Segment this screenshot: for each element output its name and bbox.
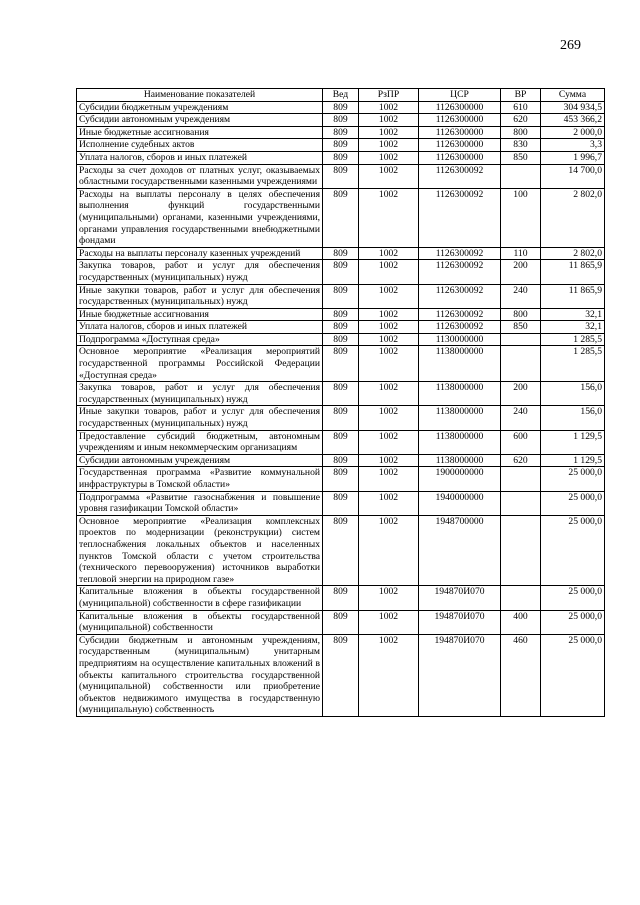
cell-vr: 800	[501, 308, 541, 321]
cell-name: Иные бюджетные ассигнования	[77, 308, 323, 321]
cell-vr	[501, 586, 541, 610]
cell-sum: 25 000,0	[541, 634, 605, 716]
cell-name: Расходы на выплаты персоналу в целях обеспечения выполнения функций государственными (муниципальными) органами, казенными учреждениями, органами управления государственными внебюджетными фондами	[77, 188, 323, 247]
cell-name: Уплата налогов, сборов и иных платежей	[77, 321, 323, 334]
cell-rzpr: 1002	[359, 139, 419, 152]
cell-ved: 809	[323, 284, 359, 308]
cell-csr: 1948700000	[419, 515, 501, 586]
cell-sum: 2 802,0	[541, 247, 605, 260]
cell-rzpr: 1002	[359, 247, 419, 260]
cell-name: Подпрограмма «Доступная среда»	[77, 333, 323, 346]
cell-name: Закупка товаров, работ и услуг для обеспечения государственных (муниципальных) нужд	[77, 382, 323, 406]
cell-ved: 809	[323, 610, 359, 634]
header-ved: Вед	[323, 89, 359, 102]
cell-ved: 809	[323, 139, 359, 152]
cell-name: Субсидии бюджетным учреждениям	[77, 101, 323, 114]
cell-csr: 1138000000	[419, 346, 501, 382]
table-row	[77, 430, 605, 454]
table-row	[77, 260, 605, 284]
cell-name: Субсидии автономным учреждениям	[77, 114, 323, 127]
cell-rzpr: 1002	[359, 151, 419, 164]
table-row	[77, 586, 605, 610]
table-row	[77, 610, 605, 634]
cell-sum: 1 129,5	[541, 430, 605, 454]
cell-vr: 240	[501, 284, 541, 308]
cell-csr: 1138000000	[419, 454, 501, 467]
cell-name: Основное мероприятие «Реализация комплексных проектов по модернизации (реконструкции) систем теплоснабжения локальных объектов и населенных пунктов Томской области с учетом строительства (технического перевооружения) источников выработки тепловой энергии на природном газе»	[77, 515, 323, 586]
cell-vr: 200	[501, 382, 541, 406]
cell-vr: 100	[501, 188, 541, 247]
table-row	[77, 515, 605, 586]
cell-name: Уплата налогов, сборов и иных платежей	[77, 151, 323, 164]
cell-vr	[501, 515, 541, 586]
cell-rzpr: 1002	[359, 126, 419, 139]
cell-rzpr: 1002	[359, 346, 419, 382]
cell-csr: 1940000000	[419, 491, 501, 515]
cell-name: Иные закупки товаров, работ и услуг для обеспечения государственных (муниципальных) нужд	[77, 406, 323, 430]
cell-ved: 809	[323, 491, 359, 515]
cell-csr: 1126300092	[419, 247, 501, 260]
cell-csr: 1138000000	[419, 382, 501, 406]
cell-sum: 1 129,5	[541, 454, 605, 467]
cell-csr: 1126300092	[419, 284, 501, 308]
table-row	[77, 346, 605, 382]
cell-name: Капитальные вложения в объекты государственной (муниципальной) собственности в сфере газификации	[77, 586, 323, 610]
budget-table	[76, 88, 605, 717]
cell-sum: 14 700,0	[541, 164, 605, 188]
cell-vr: 620	[501, 454, 541, 467]
cell-csr: 1130000000	[419, 333, 501, 346]
cell-csr: 1126300092	[419, 308, 501, 321]
table-header-row	[77, 89, 605, 102]
header-name: Наименование показателей	[77, 89, 323, 102]
cell-sum: 156,0	[541, 406, 605, 430]
cell-rzpr: 1002	[359, 515, 419, 586]
table-row	[77, 101, 605, 114]
table-row	[77, 634, 605, 716]
cell-name: Субсидии автономным учреждениям	[77, 454, 323, 467]
cell-rzpr: 1002	[359, 382, 419, 406]
cell-vr: 800	[501, 126, 541, 139]
cell-ved: 809	[323, 515, 359, 586]
cell-vr	[501, 491, 541, 515]
cell-name: Иные бюджетные ассигнования	[77, 126, 323, 139]
cell-rzpr: 1002	[359, 101, 419, 114]
cell-vr: 200	[501, 260, 541, 284]
cell-rzpr: 1002	[359, 164, 419, 188]
cell-ved: 809	[323, 634, 359, 716]
cell-rzpr: 1002	[359, 430, 419, 454]
cell-sum: 453 366,2	[541, 114, 605, 127]
cell-rzpr: 1002	[359, 610, 419, 634]
cell-ved: 809	[323, 126, 359, 139]
cell-ved: 809	[323, 467, 359, 491]
cell-csr: 1126300092	[419, 260, 501, 284]
page-number: 269	[560, 38, 581, 53]
cell-vr: 620	[501, 114, 541, 127]
header-rzpr: РзПР	[359, 89, 419, 102]
cell-ved: 809	[323, 308, 359, 321]
cell-csr: 1138000000	[419, 406, 501, 430]
header-csr: ЦСР	[419, 89, 501, 102]
table-row	[77, 308, 605, 321]
cell-vr	[501, 333, 541, 346]
cell-sum: 32,1	[541, 308, 605, 321]
table-row	[77, 321, 605, 334]
cell-rzpr: 1002	[359, 188, 419, 247]
cell-rzpr: 1002	[359, 321, 419, 334]
cell-csr: 1126300000	[419, 126, 501, 139]
table-row	[77, 151, 605, 164]
header-vr: ВР	[501, 89, 541, 102]
cell-sum: 25 000,0	[541, 586, 605, 610]
cell-vr: 240	[501, 406, 541, 430]
cell-sum: 11 865,9	[541, 260, 605, 284]
cell-sum: 2 000,0	[541, 126, 605, 139]
table-row	[77, 491, 605, 515]
cell-rzpr: 1002	[359, 284, 419, 308]
table-row	[77, 164, 605, 188]
cell-name: Исполнение судебных актов	[77, 139, 323, 152]
cell-rzpr: 1002	[359, 333, 419, 346]
cell-ved: 809	[323, 188, 359, 247]
cell-name: Государственная программа «Развитие коммунальной инфраструктуры в Томской области»	[77, 467, 323, 491]
cell-rzpr: 1002	[359, 406, 419, 430]
table-row	[77, 284, 605, 308]
cell-name: Подпрограмма «Развитие газоснабжения и повышение уровня газификации Томской области»	[77, 491, 323, 515]
cell-csr: 1126300000	[419, 114, 501, 127]
cell-name: Капитальные вложения в объекты государственной (муниципальной) собственности	[77, 610, 323, 634]
cell-csr: 1126300092	[419, 321, 501, 334]
table-row	[77, 114, 605, 127]
cell-sum: 2 802,0	[541, 188, 605, 247]
cell-name: Расходы на выплаты персоналу казенных учреждений	[77, 247, 323, 260]
cell-rzpr: 1002	[359, 491, 419, 515]
cell-csr: 1126300092	[419, 188, 501, 247]
cell-sum: 25 000,0	[541, 491, 605, 515]
cell-name: Предоставление субсидий бюджетным, автономным учреждениям и иным некоммерческим организациям	[77, 430, 323, 454]
table-row	[77, 406, 605, 430]
cell-vr: 610	[501, 101, 541, 114]
cell-rzpr: 1002	[359, 308, 419, 321]
cell-name: Основное мероприятие «Реализация мероприятий государственной программы Российской Федерации «Доступная среда»	[77, 346, 323, 382]
cell-sum: 304 934,5	[541, 101, 605, 114]
cell-sum: 1 285,5	[541, 333, 605, 346]
cell-csr: 194870И070	[419, 610, 501, 634]
cell-sum: 25 000,0	[541, 515, 605, 586]
cell-sum: 3,3	[541, 139, 605, 152]
cell-rzpr: 1002	[359, 114, 419, 127]
cell-vr: 850	[501, 321, 541, 334]
cell-ved: 809	[323, 406, 359, 430]
cell-ved: 809	[323, 247, 359, 260]
cell-ved: 809	[323, 430, 359, 454]
cell-name: Иные закупки товаров, работ и услуг для обеспечения государственных (муниципальных) нужд	[77, 284, 323, 308]
cell-ved: 809	[323, 333, 359, 346]
cell-ved: 809	[323, 260, 359, 284]
cell-sum: 156,0	[541, 382, 605, 406]
table-row	[77, 454, 605, 467]
table-row	[77, 467, 605, 491]
cell-vr: 830	[501, 139, 541, 152]
cell-ved: 809	[323, 586, 359, 610]
cell-sum: 32,1	[541, 321, 605, 334]
cell-ved: 809	[323, 151, 359, 164]
cell-rzpr: 1002	[359, 634, 419, 716]
cell-ved: 809	[323, 321, 359, 334]
table-row	[77, 333, 605, 346]
table-row	[77, 382, 605, 406]
cell-rzpr: 1002	[359, 454, 419, 467]
cell-name: Расходы за счет доходов от платных услуг, оказываемых областными государственными казенными учреждениями	[77, 164, 323, 188]
cell-vr	[501, 164, 541, 188]
cell-ved: 809	[323, 101, 359, 114]
cell-name: Субсидии бюджетным и автономным учреждениям, государственным (муниципальным) унитарным предприятиям на осуществление капитальных вложений в объекты капитального строительства государственной (муниципальной) собственности или приобретение объектов недвижимого имущества в государственную (муниципальную) собственность	[77, 634, 323, 716]
cell-sum: 25 000,0	[541, 610, 605, 634]
table-body	[77, 101, 605, 716]
header-sum: Сумма	[541, 89, 605, 102]
cell-vr: 460	[501, 634, 541, 716]
table-row	[77, 139, 605, 152]
cell-csr: 1900000000	[419, 467, 501, 491]
cell-sum: 1 996,7	[541, 151, 605, 164]
cell-sum: 11 865,9	[541, 284, 605, 308]
cell-sum: 25 000,0	[541, 467, 605, 491]
cell-vr	[501, 346, 541, 382]
cell-csr: 194870И070	[419, 586, 501, 610]
cell-csr: 194870И070	[419, 634, 501, 716]
cell-ved: 809	[323, 346, 359, 382]
cell-csr: 1126300092	[419, 164, 501, 188]
cell-vr: 400	[501, 610, 541, 634]
cell-ved: 809	[323, 114, 359, 127]
cell-ved: 809	[323, 382, 359, 406]
cell-ved: 809	[323, 454, 359, 467]
cell-rzpr: 1002	[359, 467, 419, 491]
cell-rzpr: 1002	[359, 586, 419, 610]
table-row	[77, 247, 605, 260]
cell-sum: 1 285,5	[541, 346, 605, 382]
cell-name: Закупка товаров, работ и услуг для обеспечения государственных (муниципальных) нужд	[77, 260, 323, 284]
table-row	[77, 126, 605, 139]
cell-csr: 1126300000	[419, 151, 501, 164]
cell-csr: 1138000000	[419, 430, 501, 454]
cell-vr: 850	[501, 151, 541, 164]
cell-vr	[501, 467, 541, 491]
cell-vr: 600	[501, 430, 541, 454]
cell-rzpr: 1002	[359, 260, 419, 284]
cell-csr: 1126300000	[419, 101, 501, 114]
cell-vr: 110	[501, 247, 541, 260]
cell-ved: 809	[323, 164, 359, 188]
cell-csr: 1126300000	[419, 139, 501, 152]
table-row	[77, 188, 605, 247]
